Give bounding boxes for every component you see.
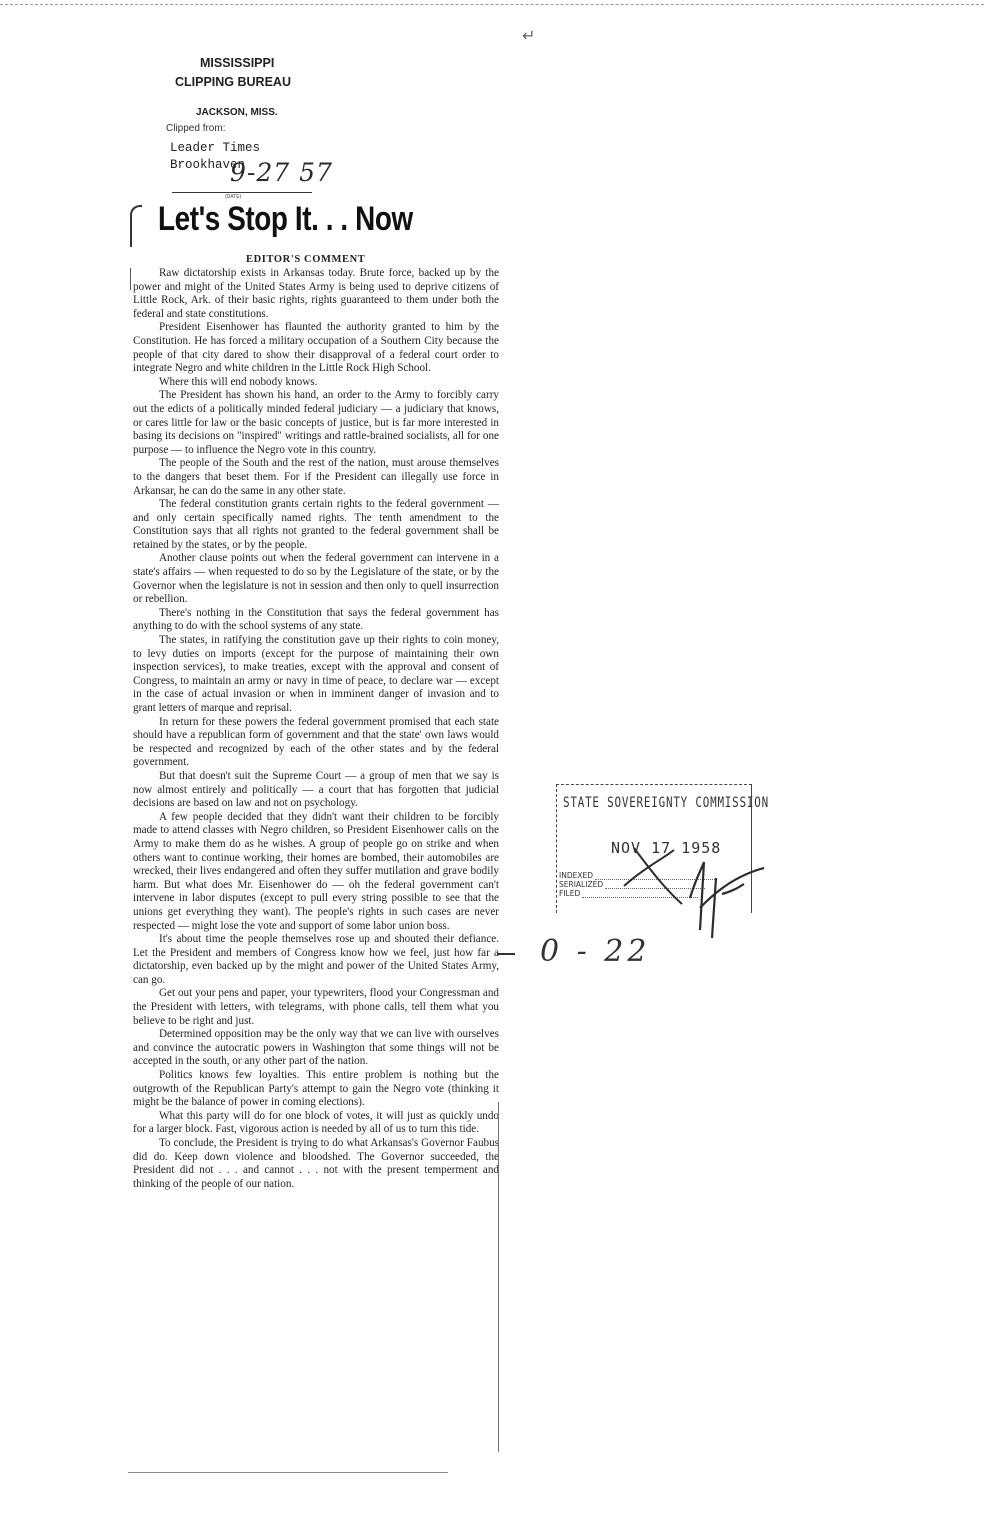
top-border-perforation (0, 4, 984, 5)
article-paragraph: To conclude, the President is trying to do what Arkansas's Governor Faubus did do. Keep down violence and bloodshed. The Governor succeeded, the President did not . . . and cannot . . . not with the present temperment and thinking of the people of our nation. (133, 1137, 499, 1190)
article-paragraph: The states, in ratifying the constitution gave up their rights to coin money, to levy duties on imports (except for the purpose of maintaining their own inspection services), to make treaties, except with the approval and consent of Congress, to maintain an army or navy in time of peace, to declare war — except in the case of actual invasion or when in imminent danger of invasion and to grant letters of marque and reprisal. (133, 634, 499, 714)
article-byline: EDITOR'S COMMENT (246, 254, 366, 265)
bureau-line-2: CLIPPING BUREAU (175, 75, 291, 89)
left-margin-rule (130, 268, 131, 290)
bureau-line-1: MISSISSIPPI (200, 56, 275, 70)
clipping-bottom-edge (128, 1472, 448, 1473)
date-caption: (DATE) (225, 194, 242, 200)
handwritten-initials-signature (604, 838, 774, 948)
stamp-header: STATE SOVEREIGNTY COMMISSION (563, 795, 769, 811)
paper-city: Brookhaven (170, 158, 246, 172)
article-paragraph: President Eisenhower has flaunted the authority granted to him by the Constitution. He has forced a military occupation of a Southern City because the people of that city dared to show their disapproval of a federal court order to integrate Negro and white children in the Little Rock High School. (133, 321, 499, 375)
clipped-from-label: Clipped from: (166, 123, 226, 134)
clipping-bureau-header (166, 54, 326, 92)
bureau-location: JACKSON, MISS. (196, 107, 278, 118)
corner-mark: ↵ (522, 26, 536, 45)
article-paragraph: Where this will end nobody knows. (159, 375, 318, 388)
article-paragraph: There's nothing in the Constitution that says the federal government has anything to do with the school systems of any state. (133, 606, 499, 633)
article-paragraph: A few people decided that they didn't want their children to be forcibly made to attend classes with Negro children, so President Eisenhower calls on the Army to make them do as he wishes. A group of people go on strike and when others want to continue working, their homes are bombed, their automobiles are wrecked, their lives endangered and often they suffer mutilation and grave bodily harm. But what does Mr. Eisenhower do — oh the federal government can't intervene in labor disputes (except to pull every string possible to see that the unions get everything they want). The people's rights in such cases are never respected — might lose the vote and support of some labor union boss. (133, 810, 499, 932)
article-paragraph: Another clause points out when the federal government can intervene in a state's affairs — when requested to do so by the Legislature of the state, or by the Governor when the legislature is not in session and then only to quell insurrection or rebellion. (133, 552, 499, 606)
article-paragraph: What this party will do for one block of votes, it will just as quickly undo for a larger block. Fast, vigorous action is needed by all of us to turn this tide. (133, 1109, 499, 1136)
right-margin-rule (498, 1102, 499, 1452)
handwritten-date: 9-27 57 (230, 158, 333, 187)
article-paragraph: Raw dictatorship exists in Arkansas today. Brute force, backed up by the power and might of the United States Army is being used to deprive citizens of Little Rock, Ark. of their basic rights, rights guaranteed to them under both the federal and state constitutions. (133, 267, 499, 320)
article-paragraph: In return for these powers the federal government promised that each state should have a republican form of government and that the state' own laws would be respected and recognized by each of the other states and by the federal government. (133, 715, 499, 769)
article-paragraph: But that doesn't suit the Supreme Court — a group of men that we say is now almost entirely and politically — a court that has forgotten that judicial decisions are based on law and not on psychology. (133, 769, 499, 810)
article-paragraph: It's about time the people themselves rose up and shouted their defiance. Let the President and members of Congress know how we feel, just how far a dictatorship, even backed up by the might and power of the United States Army, can go. (133, 933, 499, 986)
article-headline: Let's Stop It. . . Now (158, 200, 413, 238)
article-paragraph: The federal constitution grants certain rights to the federal government — and only certain specifically named rights. The tenth amendment to the Constitution says that all rights not granted to the federal government shall be retained by the states, or by the people. (133, 498, 499, 551)
filed-label: FILED (559, 889, 581, 898)
document-number: 0 - 22 (540, 934, 651, 969)
margin-dash-mark (497, 953, 515, 955)
paper-name: Leader Times (170, 141, 261, 155)
stamp-date: NOV 17 1958 (611, 839, 722, 857)
article-body (133, 267, 499, 1191)
article-paragraph: The President has shown his hand, an order to the Army to forcibly carry out the edicts of a politically minded federal judiciary — a judiciary that knows, or cares little for law or the basic concepts of justice, but is far more interested in basing its decisions on "inspired" writings and rattle-brained socialists, all for one purpose — to influence the Negro vote in this country. (133, 389, 499, 456)
article-paragraph: Get out your pens and paper, your typewriters, flood your Congressman and the President with letters, with telegrams, with phone calls, tell them what you believe to be right and just. (133, 987, 499, 1027)
article-paragraph: Politics knows few loyalties. This entire problem is nothing but the outgrowth of the Republican Party's attempt to gain the Negro vote (thinking it might be the balance of power in coming elections). (133, 1069, 499, 1109)
date-underline (172, 192, 312, 193)
article-paragraph: The people of the South and the rest of the nation, must arouse themselves to the dangers that beset them. For if the President can illegally use force in Arkansar, he can do the same in any other state. (133, 457, 499, 497)
article-paragraph: Determined opposition may be the only way that we can live with ourselves and convince the autocratic powers in Washington that some things will not be accepted in the south, or any other part of the nation. (133, 1028, 499, 1068)
indexed-label: INDEXED (559, 871, 593, 880)
serialized-label: SERIALIZED (559, 880, 604, 889)
clipping-bracket-mark (130, 205, 142, 247)
